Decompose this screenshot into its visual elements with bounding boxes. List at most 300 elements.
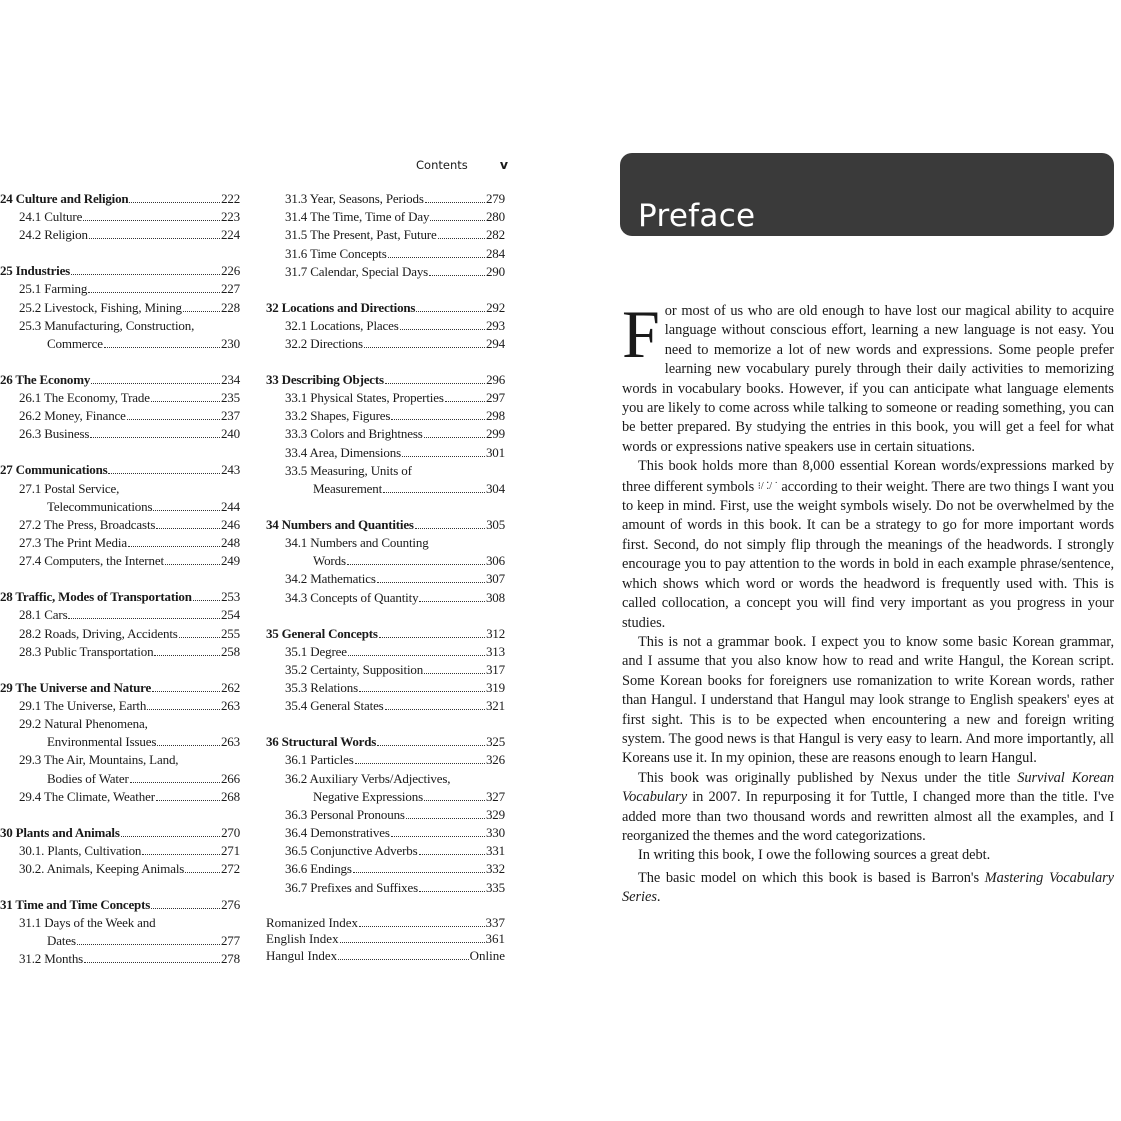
toc-entry-label: Romanized Index xyxy=(266,914,359,930)
preface-title: Preface xyxy=(638,198,756,234)
toc-entry-page: 278 xyxy=(220,951,240,967)
toc-entry-label: English Index xyxy=(266,931,339,946)
toc-entry-page: 244 xyxy=(220,498,240,514)
toc-entry-label: Measurement xyxy=(313,481,383,496)
toc-section-entry xyxy=(0,715,240,733)
toc-group xyxy=(0,262,240,353)
toc-chapter-entry xyxy=(0,588,240,606)
toc-leader-dots xyxy=(425,202,485,203)
toc-entry-page: 321 xyxy=(485,698,505,714)
toc-entry-label: 35.1 Degree xyxy=(285,643,347,659)
toc-chapter-entry xyxy=(0,896,240,914)
toc-entry-page: 294 xyxy=(485,336,505,351)
toc-entry-page: 293 xyxy=(485,317,505,333)
toc-leader-dots xyxy=(338,959,468,960)
toc-entry-page: 312 xyxy=(486,625,505,641)
toc-leader-dots xyxy=(355,763,485,764)
toc-leader-dots xyxy=(183,311,220,312)
toc-leader-dots xyxy=(359,926,484,927)
toc-leader-dots xyxy=(130,782,220,783)
toc-group xyxy=(0,896,240,969)
toc-entry-page: 248 xyxy=(220,535,240,551)
toc-leader-dots xyxy=(147,709,220,710)
toc-leader-dots xyxy=(121,836,220,837)
toc-entry-label: 29.3 The Air, Mountains, Land, xyxy=(19,752,179,768)
toc-entry-page: 222 xyxy=(221,191,240,206)
toc-entry-label: 36.3 Personal Pronouns xyxy=(285,806,405,822)
toc-chapter-entry xyxy=(266,371,505,389)
preface-paragraph-2: This book holds more than 8,000 essential Korean words/expressions marked by three different symbols ⁝/ ⁚/ ˙ according to their weight. There are two things I want you to keep in mind. First, use the weight symbols wisely. Do not be overwhelmed by the amount of words in this book. It can be a strategy to go for more important words first. Second, do not simply flip through the meanings of the headwords. I strongly encourage you to pay attention to the words in bold in each example phrase/sentence, which shows which word or words the headword is frequently used with. This is called collocation, a concept you will find very important as you progress in your studies. xyxy=(622,458,1114,631)
toc-entry-page: 307 xyxy=(485,571,505,587)
toc-section-entry xyxy=(266,552,505,570)
toc-entry-page: 284 xyxy=(485,245,505,261)
toc-section-entry xyxy=(266,806,505,824)
toc-section-entry xyxy=(266,842,505,860)
toc-entry-label: 29 The Universe and Nature xyxy=(0,679,152,695)
toc-leader-dots xyxy=(391,836,485,837)
toc-section-entry xyxy=(266,317,505,335)
toc-entry-page: 270 xyxy=(221,824,240,840)
toc-leader-dots xyxy=(152,691,220,692)
toc-entry-label: 29.2 Natural Phenomena, xyxy=(19,715,148,731)
toc-leader-dots xyxy=(388,257,485,258)
toc-entry-label: Commerce xyxy=(47,336,103,351)
toc-entry-label: 35 General Concepts xyxy=(266,625,378,641)
toc-section-entry xyxy=(0,280,240,298)
toc-section-entry xyxy=(0,914,240,932)
toc-leader-dots xyxy=(142,854,220,855)
toc-section-entry xyxy=(0,480,240,498)
toc-entry-page: 319 xyxy=(485,680,505,696)
toc-entry-page: 332 xyxy=(485,861,505,877)
toc-leader-dots xyxy=(359,691,485,692)
toc-entry-label: 31.4 The Time, Time of Day xyxy=(285,209,430,225)
toc-group xyxy=(0,190,240,245)
toc-leader-dots xyxy=(353,872,485,873)
toc-group xyxy=(266,625,505,716)
toc-entry-label: 24 Culture and Religion xyxy=(0,191,129,206)
toc-leader-dots xyxy=(377,582,485,583)
toc-leader-dots xyxy=(129,202,220,203)
toc-entry-page: 272 xyxy=(220,860,240,876)
toc-section-entry xyxy=(266,190,505,208)
toc-leader-dots xyxy=(71,274,220,275)
preface-body xyxy=(622,296,1114,908)
toc-section-entry xyxy=(266,226,505,244)
toc-entry-page: 290 xyxy=(485,263,505,279)
toc-leader-dots xyxy=(68,618,219,619)
weight-symbols: ⁝/ ⁚/ ˙ xyxy=(757,480,778,492)
toc-section-entry xyxy=(0,498,240,516)
toc-section-entry xyxy=(0,208,240,226)
toc-section-entry xyxy=(0,552,240,570)
toc-entry-label: 36.4 Demonstratives xyxy=(285,825,390,841)
toc-section-entry xyxy=(266,661,505,679)
toc-section-entry xyxy=(266,751,505,769)
toc-leader-dots xyxy=(84,962,220,963)
toc-chapter-entry xyxy=(266,733,505,751)
toc-section-entry xyxy=(266,462,505,480)
toc-chapter-entry xyxy=(0,190,240,208)
toc-chapter-entry xyxy=(266,299,505,317)
toc-entry-page: 280 xyxy=(485,209,505,225)
toc-section-entry xyxy=(0,226,240,244)
toc-left-column xyxy=(0,190,240,986)
toc-section-entry xyxy=(0,788,240,806)
toc-entry-label: Environmental Issues xyxy=(47,734,157,750)
toc-entry-page: 268 xyxy=(220,788,240,804)
toc-section-entry xyxy=(266,679,505,697)
toc-entry-label: 30.1. Plants, Cultivation xyxy=(19,842,142,858)
toc-entry-page: 282 xyxy=(485,227,505,243)
toc-entry-label: Words xyxy=(313,553,346,569)
toc-entry-page: 263 xyxy=(220,697,240,713)
preface-paragraph-4: This book was originally published by Nexus under the title Survival Korean Vocabulary in 2007. In repurposing it for Tuttle, I changed more than the title. I've added more than two thousand words and rewritten almost all the examples, and I reorganized the themes and the word categorizations. xyxy=(622,769,1114,844)
toc-entry-label: 32 Locations and Directions xyxy=(266,299,416,315)
toc-entry-label: 25.2 Livestock, Fishing, Mining xyxy=(19,299,182,315)
toc-section-entry xyxy=(266,444,505,462)
toc-section-entry xyxy=(0,407,240,425)
toc-leader-dots xyxy=(385,709,485,710)
toc-section-entry xyxy=(266,263,505,281)
toc-chapter-entry xyxy=(266,516,505,534)
toc-leader-dots xyxy=(89,238,220,239)
toc-leader-dots xyxy=(415,528,485,529)
toc-leader-dots xyxy=(364,347,485,348)
toc-leader-dots xyxy=(91,383,220,384)
toc-entry-label: 34 Numbers and Quantities xyxy=(266,516,414,532)
toc-entry-page: 326 xyxy=(485,752,505,768)
toc-leader-dots xyxy=(77,944,220,945)
toc-entry-label: 36.7 Prefixes and Suffixes xyxy=(285,879,419,895)
toc-leader-dots xyxy=(165,564,220,565)
toc-entry-page: 263 xyxy=(220,734,240,750)
toc-leader-dots xyxy=(127,419,220,420)
toc-entry-label: 36 Structural Words xyxy=(266,734,377,750)
toc-section-entry xyxy=(266,335,505,353)
toc-entry-page: 240 xyxy=(220,426,240,442)
toc-leader-dots xyxy=(88,292,220,293)
toc-entry-page: 235 xyxy=(220,390,240,406)
toc-leader-dots xyxy=(347,564,485,565)
toc-entry-label: 32.2 Directions xyxy=(285,336,363,351)
toc-entry-label: 36.5 Conjunctive Adverbs xyxy=(285,843,418,859)
toc-chapter-entry xyxy=(266,625,505,643)
toc-leader-dots xyxy=(90,437,220,438)
toc-index-entry xyxy=(266,948,505,965)
toc-section-entry xyxy=(0,733,240,751)
toc-entry-page: 331 xyxy=(485,843,505,859)
toc-leader-dots xyxy=(406,818,485,819)
toc-chapter-entry xyxy=(0,824,240,842)
toc-entry-page: 234 xyxy=(221,371,240,387)
toc-group xyxy=(266,299,505,354)
toc-entry-page: 246 xyxy=(220,516,240,532)
toc-section-entry xyxy=(0,625,240,643)
toc-entry-page: 255 xyxy=(220,625,240,641)
toc-entry-page: 329 xyxy=(485,806,505,822)
preface-banner xyxy=(620,153,1114,236)
toc-entry-page: 258 xyxy=(220,643,240,659)
book-title-italic: Survival Korean Vocabulary xyxy=(622,769,1114,806)
toc-right-column xyxy=(266,190,505,982)
toc-entry-label: 33 Describing Objects xyxy=(266,371,384,387)
toc-entry-page: 266 xyxy=(220,770,240,786)
toc-leader-dots xyxy=(377,745,485,746)
toc-entry-page: 292 xyxy=(486,299,505,315)
toc-entry-page: 228 xyxy=(220,299,240,315)
toc-leader-dots xyxy=(156,528,220,529)
toc-section-entry xyxy=(0,770,240,788)
toc-section-entry xyxy=(0,842,240,860)
toc-entry-label: 34.3 Concepts of Quantity xyxy=(285,589,419,605)
toc-entry-label: 27.1 Postal Service, xyxy=(19,480,120,496)
toc-leader-dots xyxy=(154,655,220,656)
preface-paragraph-6: The basic model on which this book is based is Barron's Mastering Vocabulary Series. xyxy=(622,869,1114,906)
running-head-page-number: v xyxy=(499,157,508,172)
toc-section-entry xyxy=(0,606,240,624)
toc-leader-dots xyxy=(108,473,220,474)
toc-leader-dots xyxy=(419,854,485,855)
toc-entry-page: 308 xyxy=(485,589,505,605)
toc-index-entry xyxy=(266,915,505,932)
toc-entry-label: Dates xyxy=(47,933,76,949)
toc-section-entry xyxy=(0,534,240,552)
toc-entry-label: 36.6 Endings xyxy=(285,861,352,877)
toc-entry-page: 249 xyxy=(220,553,240,569)
toc-leader-dots xyxy=(157,745,220,746)
toc-entry-page: 306 xyxy=(485,553,505,569)
preface-paragraph-5: In writing this book, I owe the following sources a great debt. xyxy=(638,847,991,864)
toc-entry-page: 327 xyxy=(485,788,505,804)
toc-section-entry xyxy=(0,950,240,968)
toc-entry-page: 296 xyxy=(486,371,505,387)
running-head xyxy=(416,158,508,174)
toc-entry-page: 298 xyxy=(485,408,505,424)
toc-group xyxy=(266,733,505,897)
toc-leader-dots xyxy=(151,401,220,402)
toc-leader-dots xyxy=(391,419,485,420)
toc-entry-label: 31.2 Months xyxy=(19,951,84,967)
toc-leader-dots xyxy=(429,275,485,276)
toc-entry-label: 28.2 Roads, Driving, Accidents xyxy=(19,625,178,641)
toc-entry-page: 304 xyxy=(485,481,505,496)
toc-section-entry xyxy=(266,389,505,407)
toc-entry-label: 30.2. Animals, Keeping Animals xyxy=(19,860,185,876)
toc-entry-label: 27.4 Computers, the Internet xyxy=(19,553,164,569)
toc-entry-label: 26.1 The Economy, Trade xyxy=(19,390,150,406)
toc-entry-label: 28.3 Public Transportation xyxy=(19,643,154,659)
toc-entry-label: 33.2 Shapes, Figures xyxy=(285,408,391,424)
toc-section-entry xyxy=(266,208,505,226)
toc-entry-page: 243 xyxy=(221,462,240,478)
toc-entry-page: 301 xyxy=(485,444,505,460)
toc-entry-page: 230 xyxy=(220,336,240,351)
toc-leader-dots xyxy=(430,220,485,221)
toc-entry-label: 35.3 Relations xyxy=(285,680,359,696)
toc-section-entry xyxy=(0,697,240,715)
toc-section-entry xyxy=(0,425,240,443)
toc-leader-dots xyxy=(424,437,485,438)
toc-leader-dots xyxy=(156,800,220,801)
toc-section-entry xyxy=(0,643,240,661)
toc-entry-page: 253 xyxy=(221,589,240,605)
toc-group xyxy=(266,371,505,498)
toc-entry-label: Hangul Index xyxy=(266,947,338,963)
toc-section-entry xyxy=(266,824,505,842)
toc-entry-label: 27 Communications xyxy=(0,462,108,478)
toc-entry-label: 34.1 Numbers and Counting xyxy=(285,535,429,551)
toc-entry-label: 26 The Economy xyxy=(0,371,91,387)
toc-leader-dots xyxy=(424,673,485,674)
toc-leader-dots xyxy=(379,637,485,638)
toc-leader-dots xyxy=(385,383,485,384)
toc-entry-page: 226 xyxy=(221,263,240,279)
toc-entry-page: 277 xyxy=(220,933,240,949)
toc-section-entry xyxy=(0,299,240,317)
toc-leader-dots xyxy=(83,220,220,221)
toc-entry-label: 25.3 Manufacturing, Construction, xyxy=(19,317,195,333)
toc-entry-label: 25.1 Farming xyxy=(19,281,88,297)
toc-entry-label: 32.1 Locations, Places xyxy=(285,317,399,333)
toc-entry-label: 33.5 Measuring, Units of xyxy=(285,462,412,478)
toc-chapter-entry xyxy=(0,679,240,697)
toc-entry-label: 31.5 The Present, Past, Future xyxy=(285,227,437,243)
toc-leader-dots xyxy=(419,891,485,892)
toc-leader-dots xyxy=(348,655,485,656)
toc-leader-dots xyxy=(179,637,220,638)
running-head-title: Contents xyxy=(416,158,468,172)
toc-entry-page: 237 xyxy=(220,408,240,424)
toc-group xyxy=(0,371,240,444)
toc-group xyxy=(0,588,240,661)
toc-entry-page: 224 xyxy=(220,227,240,243)
toc-section-entry xyxy=(0,317,240,335)
toc-entry-label: 27.3 The Print Media xyxy=(19,535,127,551)
toc-section-entry xyxy=(266,534,505,552)
toc-leader-dots xyxy=(151,908,220,909)
toc-section-entry xyxy=(266,570,505,588)
toc-section-entry xyxy=(266,407,505,425)
toc-section-entry xyxy=(0,516,240,534)
toc-entry-label: 28 Traffic, Modes of Transportation xyxy=(0,589,192,605)
toc-group xyxy=(266,516,505,607)
toc-leader-dots xyxy=(153,510,220,511)
toc-chapter-entry xyxy=(0,371,240,389)
toc-section-entry xyxy=(0,860,240,878)
toc-section-entry xyxy=(0,932,240,950)
toc-leader-dots xyxy=(402,456,485,457)
toc-entry-label: 36.2 Auxiliary Verbs/Adjectives, xyxy=(285,770,451,786)
toc-entry-label: 36.1 Particles xyxy=(285,752,354,768)
toc-entry-label: 31.1 Days of the Week and xyxy=(19,915,156,930)
toc-entry-page: 337 xyxy=(485,914,505,930)
toc-entry-label: 33.1 Physical States, Properties xyxy=(285,390,444,406)
toc-section-entry xyxy=(266,860,505,878)
toc-entry-page: 317 xyxy=(485,661,505,677)
toc-entry-label: 31.7 Calendar, Special Days xyxy=(285,263,429,279)
toc-entry-label: 29.1 The Universe, Earth xyxy=(19,697,147,713)
toc-entry-label: 26.2 Money, Finance xyxy=(19,408,126,424)
toc-section-entry xyxy=(266,643,505,661)
toc-section-entry xyxy=(266,788,505,806)
toc-entry-label: 33.3 Colors and Brightness xyxy=(285,426,423,442)
toc-section-entry xyxy=(266,425,505,443)
toc-entry-page: 297 xyxy=(485,390,505,406)
toc-entry-page: 299 xyxy=(485,426,505,442)
toc-entry-page: 223 xyxy=(220,209,240,225)
toc-leader-dots xyxy=(340,942,485,943)
toc-entry-page: 335 xyxy=(485,879,505,895)
toc-entry-page: 276 xyxy=(221,896,240,912)
toc-entry-label: 31 Time and Time Concepts xyxy=(0,896,151,912)
toc-index-list xyxy=(266,915,505,965)
toc-entry-page: 262 xyxy=(221,679,240,695)
toc-index-entry xyxy=(266,931,505,948)
toc-group xyxy=(266,190,505,281)
toc-entry-label: 26.3 Business xyxy=(19,426,90,442)
toc-entry-label: 29.4 The Climate, Weather xyxy=(19,788,155,804)
drop-cap: F xyxy=(622,296,660,372)
toc-entry-label: Negative Expressions xyxy=(313,788,424,804)
toc-leader-dots xyxy=(400,329,485,330)
toc-entry-label: Telecommunications xyxy=(47,498,153,514)
toc-right-groups xyxy=(266,190,505,897)
toc-section-entry xyxy=(266,697,505,715)
toc-entry-page: 313 xyxy=(485,643,505,659)
toc-entry-label: 28.1 Cars xyxy=(19,607,68,623)
toc-group xyxy=(0,824,240,879)
toc-section-entry xyxy=(266,589,505,607)
toc-leader-dots xyxy=(104,347,220,348)
toc-entry-page: 279 xyxy=(485,191,505,206)
toc-leader-dots xyxy=(445,401,485,402)
toc-entry-label: 31.3 Year, Seasons, Periods xyxy=(285,191,424,206)
series-title-italic: Mastering Vocabulary Series xyxy=(622,869,1114,906)
toc-section-entry xyxy=(266,770,505,788)
toc-leader-dots xyxy=(419,601,484,602)
toc-chapter-entry xyxy=(0,461,240,479)
toc-entry-label: 27.2 The Press, Broadcasts xyxy=(19,516,156,532)
toc-section-entry xyxy=(266,879,505,897)
toc-entry-page: 271 xyxy=(220,842,240,858)
toc-entry-page: 254 xyxy=(220,607,240,623)
toc-entry-label: 34.2 Mathematics xyxy=(285,571,376,587)
toc-leader-dots xyxy=(383,492,485,493)
toc-group xyxy=(0,461,240,570)
toc-leader-dots xyxy=(128,546,220,547)
toc-entry-page: 361 xyxy=(485,931,505,946)
toc-leader-dots xyxy=(424,800,485,801)
toc-entry-page: 305 xyxy=(486,516,505,532)
toc-section-entry xyxy=(0,335,240,353)
toc-section-entry xyxy=(0,751,240,769)
preface-paragraph-3: This is not a grammar book. I expect you to know some basic Korean grammar, and I assume that you also know how to read and write Hangul, the Korean script. Some Korean books for foreigners use romanization to write Korean words, rather than Hangul. I understand that Hangul may look strange to English speakers' eyes at first sight. This is to be expected when encountering a new and foreign writing system. The good news is that Hangul is very easy to learn. And more importantly, all Koreans use it. In my opinion, these are reasons enough to learn Hangul. xyxy=(622,633,1114,767)
toc-section-entry xyxy=(266,245,505,263)
preface-paragraph-1: For most of us who are old enough to have lost our magical ability to acquire language without conscious effort, learning a new language is not easy. You need to memorize a lot of new words and expressions. Some people prefer learning new vocabulary purely through their daily activities to memorizing words in vocabulary books. However, if you can anticipate what language elements you are likely to come across while talking to someone or reading something, you can be better prepared. By studying the entries in this book, you will get a feel for what words or expressions native speakers use in certain situations. xyxy=(622,296,1114,455)
toc-entry-page: Online xyxy=(469,947,505,963)
toc-entry-label: 25 Industries xyxy=(0,263,70,279)
toc-chapter-entry xyxy=(0,262,240,280)
toc-entry-label: 33.4 Area, Dimensions xyxy=(285,444,402,460)
toc-leader-dots xyxy=(416,311,485,312)
toc-section-entry xyxy=(266,480,505,498)
toc-group xyxy=(0,679,240,806)
toc-entry-label: 24.1 Culture xyxy=(19,209,83,225)
toc-entry-page: 330 xyxy=(485,825,505,841)
toc-section-entry xyxy=(0,389,240,407)
toc-entry-page: 227 xyxy=(220,281,240,297)
